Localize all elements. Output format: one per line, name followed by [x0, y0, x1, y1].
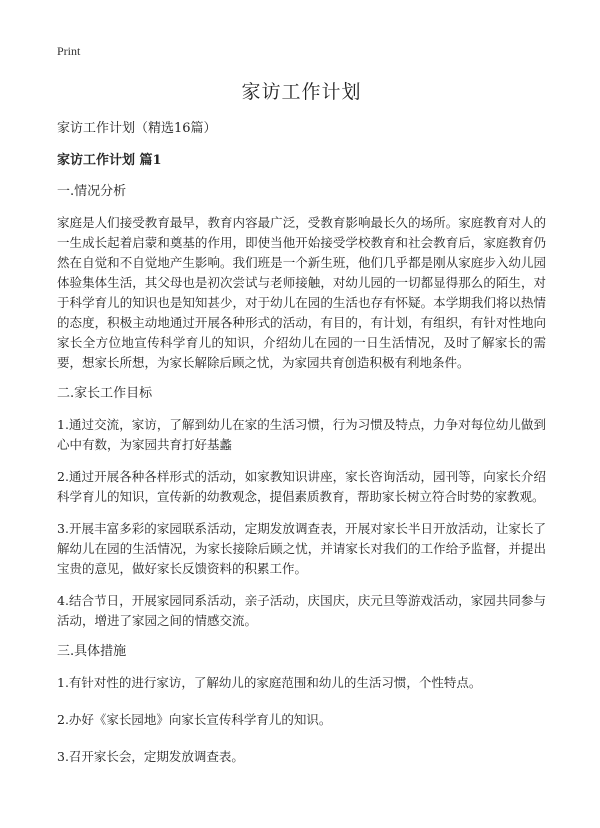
measure-item: 1.有针对性的进行家访，了解幼儿的家庭范围和幼儿的生活习惯，个性特点。 [57, 675, 482, 690]
goal-item: 2.通过开展各种各样形式的活动，如家教知识讲座，家长咨询活动，园刊等，向家长介绍科学育儿的知识，宣传新的幼教观念，提倡素质教育，帮助家长树立符合时势的家教观。 [57, 469, 546, 504]
section-heading-measures: 三.具体措施 [57, 644, 127, 659]
page-title: 家访工作计划 [241, 81, 362, 103]
goal-item: 1.通过交流，家访，了解到幼儿在家的生活习惯，行为习惯及特点，力争对每位幼儿做到心中有数，为家园共育打好基蠡 [57, 417, 546, 452]
section-heading-situation: 一.情况分析 [57, 184, 127, 199]
measure-item: 3.召开家长会，定期发放调查表。 [57, 749, 244, 764]
document-body [57, 80, 546, 784]
chapter-title: 家访工作计划 篇1 [57, 153, 162, 168]
section-heading-goals: 二.家长工作目标 [57, 386, 153, 401]
goal-item: 3.开展丰富多彩的家园联系活动，定期发放调查表，开展对家长半日开放活动，让家长了解幼儿在园的生活情况，为家长接除后顾之忧，并请家长对我们的工作给予监督，并提出宝贵的意见，做好家长反馈资料的积累工作。 [57, 521, 546, 576]
document-subtitle: 家访工作计划（精选16篇） [57, 121, 217, 136]
measure-item: 2.办好《家长园地》向家长宣传科学育儿的知识。 [57, 712, 332, 727]
goal-item: 4.结合节日，开展家园同系活动，亲子活动，庆国庆，庆元旦等游戏活动，家园共同参与活动，增进了家园之间的情感交流。 [57, 593, 546, 628]
situation-paragraph: 家庭是人们接受教育最早，教育内容最广泛，受教育影响最长久的场所。家庭教育对人的一生成长起着启蒙和奠基的作用，即使当他开始接受学校教育和社会教育后，家庭教育仍然在自觉和不自觉地产生影响。我们班是一个新生班，他们几乎都是刚从家庭步入幼儿园体验集体生活，其父母也是初次尝试与老师接触，对幼儿园的一切都显得那么的陌生，对于科学育儿的知识也是知知甚少，对于幼儿在园的生活也存有怀疑。本学期我们将以热情的态度，积极主动地通过开展各种形式的活动，有目的，有计划，有组织，有针对性地向家长全方位地宣传科学育儿的知识，介绍幼儿在园的一日生活情况，及时了解家长的需要，想家长所想，为家长解除后顾之忧，为家园共育创造积极有利地条件。 [57, 215, 546, 370]
print-link[interactable]: Print [57, 44, 81, 58]
